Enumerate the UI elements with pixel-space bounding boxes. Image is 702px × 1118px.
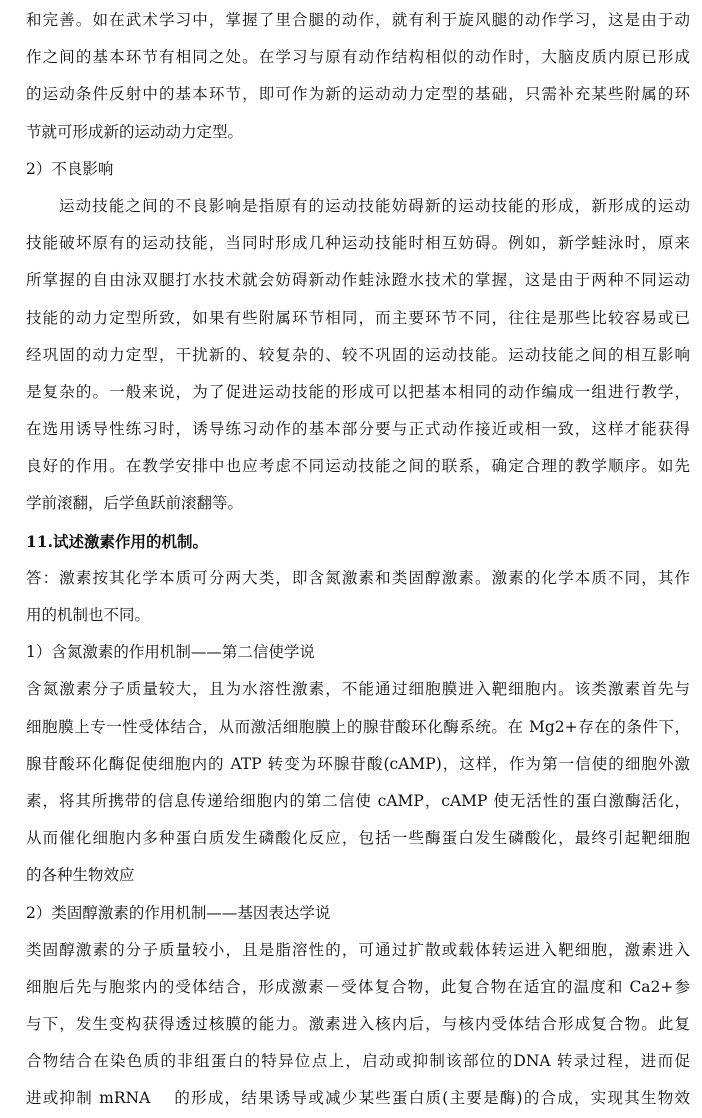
- document-page: [26, 2, 690, 1118]
- subheading: 2）不良影响: [26, 159, 114, 178]
- paragraph-line: 的各种生物效应: [26, 866, 135, 885]
- paragraph-line: 合物结合在染色质的非组蛋白的特异位点上，启动或抑制该部位的DNA 转录过程，进而促: [26, 1052, 690, 1071]
- paragraph-line: 答：激素按其化学本质可分两大类，即含氮激素和类固醇激素。激素的化学本质不同，其作: [26, 568, 690, 587]
- subheading: 1）含氮激素的作用机制——第二信使学说: [26, 643, 315, 662]
- paragraph-line: 的运动条件反射中的基本环节，即可作为新的运动动力定型的基础，只需补充某些附属的环: [26, 85, 690, 104]
- paragraph-line: 从而催化细胞内多种蛋白质发生磷酸化反应，包括一些酶蛋白发生磷酸化，最终引起靶细胞: [26, 829, 690, 848]
- paragraph-line: 技能破坏原有的运动技能，当同时形成几种运动技能时相互妨碍。例如，新学蛙泳时，原来: [26, 234, 690, 253]
- paragraph-line: 用的机制也不同。: [26, 606, 151, 624]
- subheading: 2）类固醇激素的作用机制——基因表达学说: [26, 903, 331, 922]
- paragraph-line: 作之间的基本环节有相同之处。在学习与原有动作结构相似的动作时，大脑皮质内原已形成: [26, 48, 690, 67]
- paragraph-line: 类固醇激素的分子质量较小，且是脂溶性的，可通过扩散或载体转运进入靶细胞，激素进入: [26, 940, 690, 959]
- question-heading: 11.试述激素作用的机制。: [26, 531, 208, 551]
- paragraph-line: 是复杂的。一般来说，为了促进运动技能的形成可以把基本相同的动作编成一组进行教学，: [26, 382, 690, 401]
- paragraph-line: 进或抑制 mRNA 的形成，结果诱导或减少某些蛋白质(主要是酶)的合成，实现其生物效: [26, 1089, 690, 1108]
- paragraph-line: 细胞后先与胞浆内的受体结合，形成激素－受体复合物，此复合物在适宜的温度和 Ca2+参: [26, 977, 690, 996]
- paragraph-line: 腺苷酸环化酶促使细胞内的 ATP 转变为环腺苷酸(cAMP)，这样，作为第一信使的细胞外激: [26, 754, 690, 773]
- paragraph-line: 在选用诱导性练习时，诱导练习动作的基本部分要与正式动作接近或相一致，这样才能获得: [26, 420, 690, 439]
- paragraph-line: 与下，发生变构获得透过核膜的能力。激素进入核内后，与核内受体结合形成复合物。此复: [26, 1015, 690, 1034]
- paragraph-line: 素，将其所携带的信息传递给细胞内的第二信使 cAMP，cAMP 使无活性的蛋白激酶活化，: [26, 791, 690, 810]
- paragraph-line: 运动技能之间的不良影响是指原有的运动技能妨碍新的运动技能的形成，新形成的运动: [59, 196, 690, 215]
- paragraph-line: 学前滚翻，后学鱼跃前滚翻等。: [26, 494, 244, 513]
- paragraph-line: 含氮激素分子质量较大，且为水溶性激素，不能通过细胞膜进入靶细胞内。该类激素首先与: [26, 680, 690, 699]
- paragraph-line: 细胞膜上专一性受体结合，从而激活细胞膜上的腺苷酸环化酶系统。在 Mg2+存在的条件下，: [26, 717, 690, 736]
- paragraph-line: 良好的作用。在教学安排中也应考虑不同运动技能之间的联系，确定合理的教学顺序。如先: [26, 457, 690, 476]
- paragraph-line: 经巩固的动力定型，干扰新的、较复杂的、较不巩固的运动技能。运动技能之间的相互影响: [26, 345, 690, 364]
- paragraph-line: 技能的动力定型所致，如果有些附属环节相同，而主要环节不同，往往是那些比较容易或已: [26, 308, 690, 327]
- paragraph-line: 和完善。如在武术学习中，掌握了里合腿的动作，就有利于旋风腿的动作学习，这是由于动: [26, 11, 690, 29]
- paragraph-line: 所掌握的自由泳双腿打水技术就会妨碍新动作蛙泳蹬水技术的掌握，这是由于两种不同运动: [26, 271, 690, 290]
- paragraph-line: 节就可形成新的运动动力定型。: [26, 122, 244, 141]
